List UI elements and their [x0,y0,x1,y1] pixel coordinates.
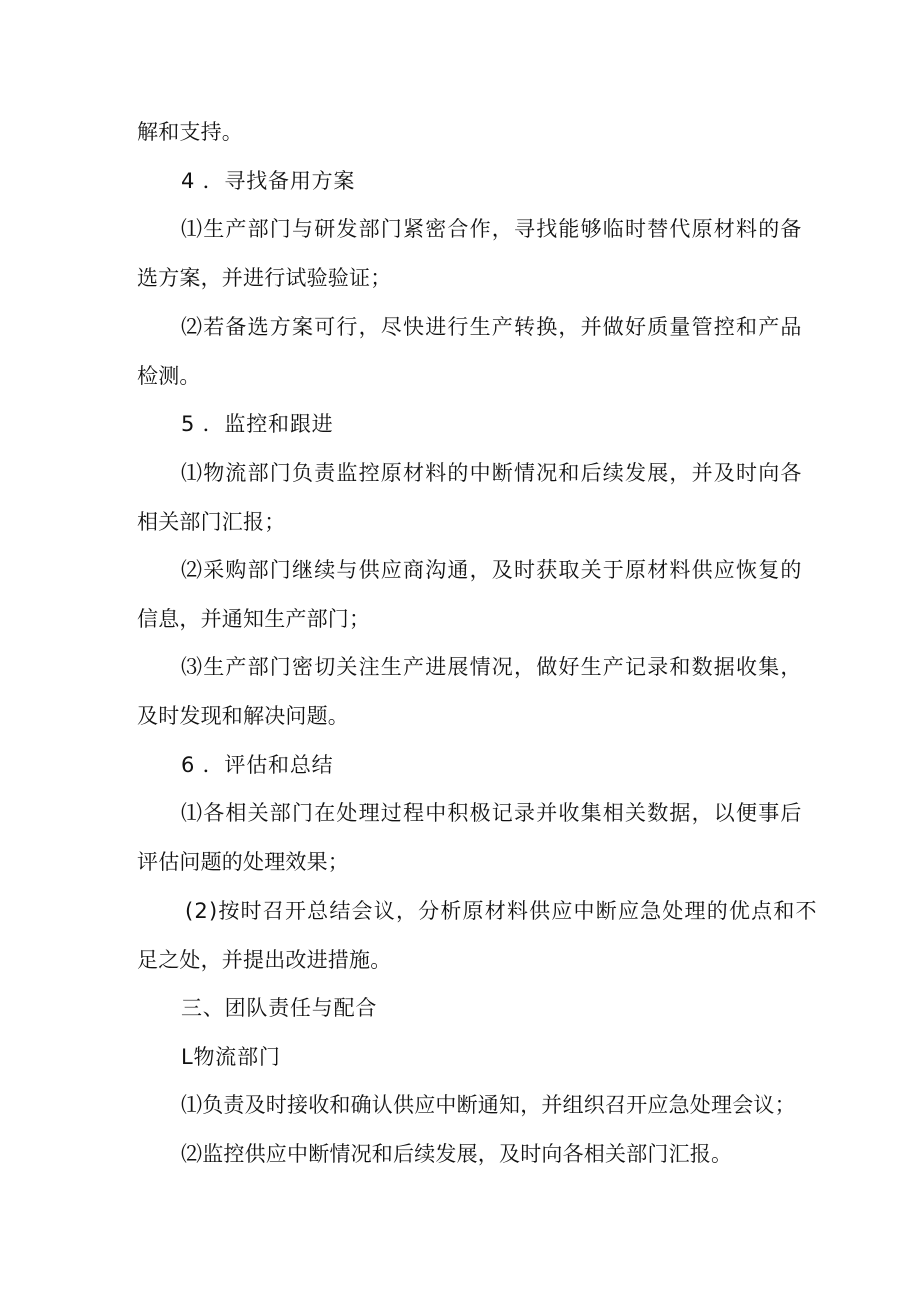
list-item-5-1-line-1: ⑴物流部门负责监控原材料的中断情况和后续发展，并及时向各 [181,461,803,485]
section-heading-4: 4 ．寻找备用方案 [181,169,356,193]
list-item-6-1-line-1: ⑴各相关部门在处理过程中积极记录并收集相关数据，以便事后 [181,801,803,825]
list-item-6-1-line-2: 评估问题的处理效果； [137,850,349,874]
subsection-heading-logistics: L物流部门 [181,1045,281,1069]
section-heading-5: 5 ．监控和跟进 [181,412,334,436]
list-item-4-2-line-2: 检测。 [137,364,201,388]
paragraph-continuation-line: 解和支持。 [137,120,243,144]
list-item-6-2-line-2: 足之处，并提出改进措施。 [137,948,392,972]
list-item-5-3-line-2: 及时发现和解决问题。 [137,704,349,728]
list-item-5-3-line-1: ⑶生产部门密切关注生产进展情况，做好生产记录和数据收集， [181,655,803,679]
list-item-5-2-line-1: ⑵采购部门继续与供应商沟通，及时获取关于原材料供应恢复的 [181,558,803,582]
list-item-logistics-2: ⑵监控供应中断情况和后续发展，及时向各相关部门汇报。 [181,1142,733,1166]
list-item-5-2-line-2: 信息，并通知生产部门； [137,607,371,631]
list-item-4-1-line-1: ⑴生产部门与研发部门紧密合作，寻找能够临时替代原材料的备 [181,217,803,241]
list-item-5-1-line-2: 相关部门汇报； [137,510,286,534]
list-item-4-1-line-2: 选方案，并进行试验验证； [137,266,392,290]
list-item-6-2-line-1: (2)按时召开总结会议，分析原材料供应中断应急处理的优点和不 [185,899,818,923]
chapter-heading-team-responsibilities: 三、团队责任与配合 [181,996,378,1020]
list-item-4-2-line-1: ⑵若备选方案可行，尽快进行生产转换，并做好质量管控和产品 [181,315,803,339]
list-item-logistics-1: ⑴负责及时接收和确认供应中断通知，并组织召开应急处理会议； [181,1093,796,1117]
section-heading-6: 6 ．评估和总结 [181,753,334,777]
